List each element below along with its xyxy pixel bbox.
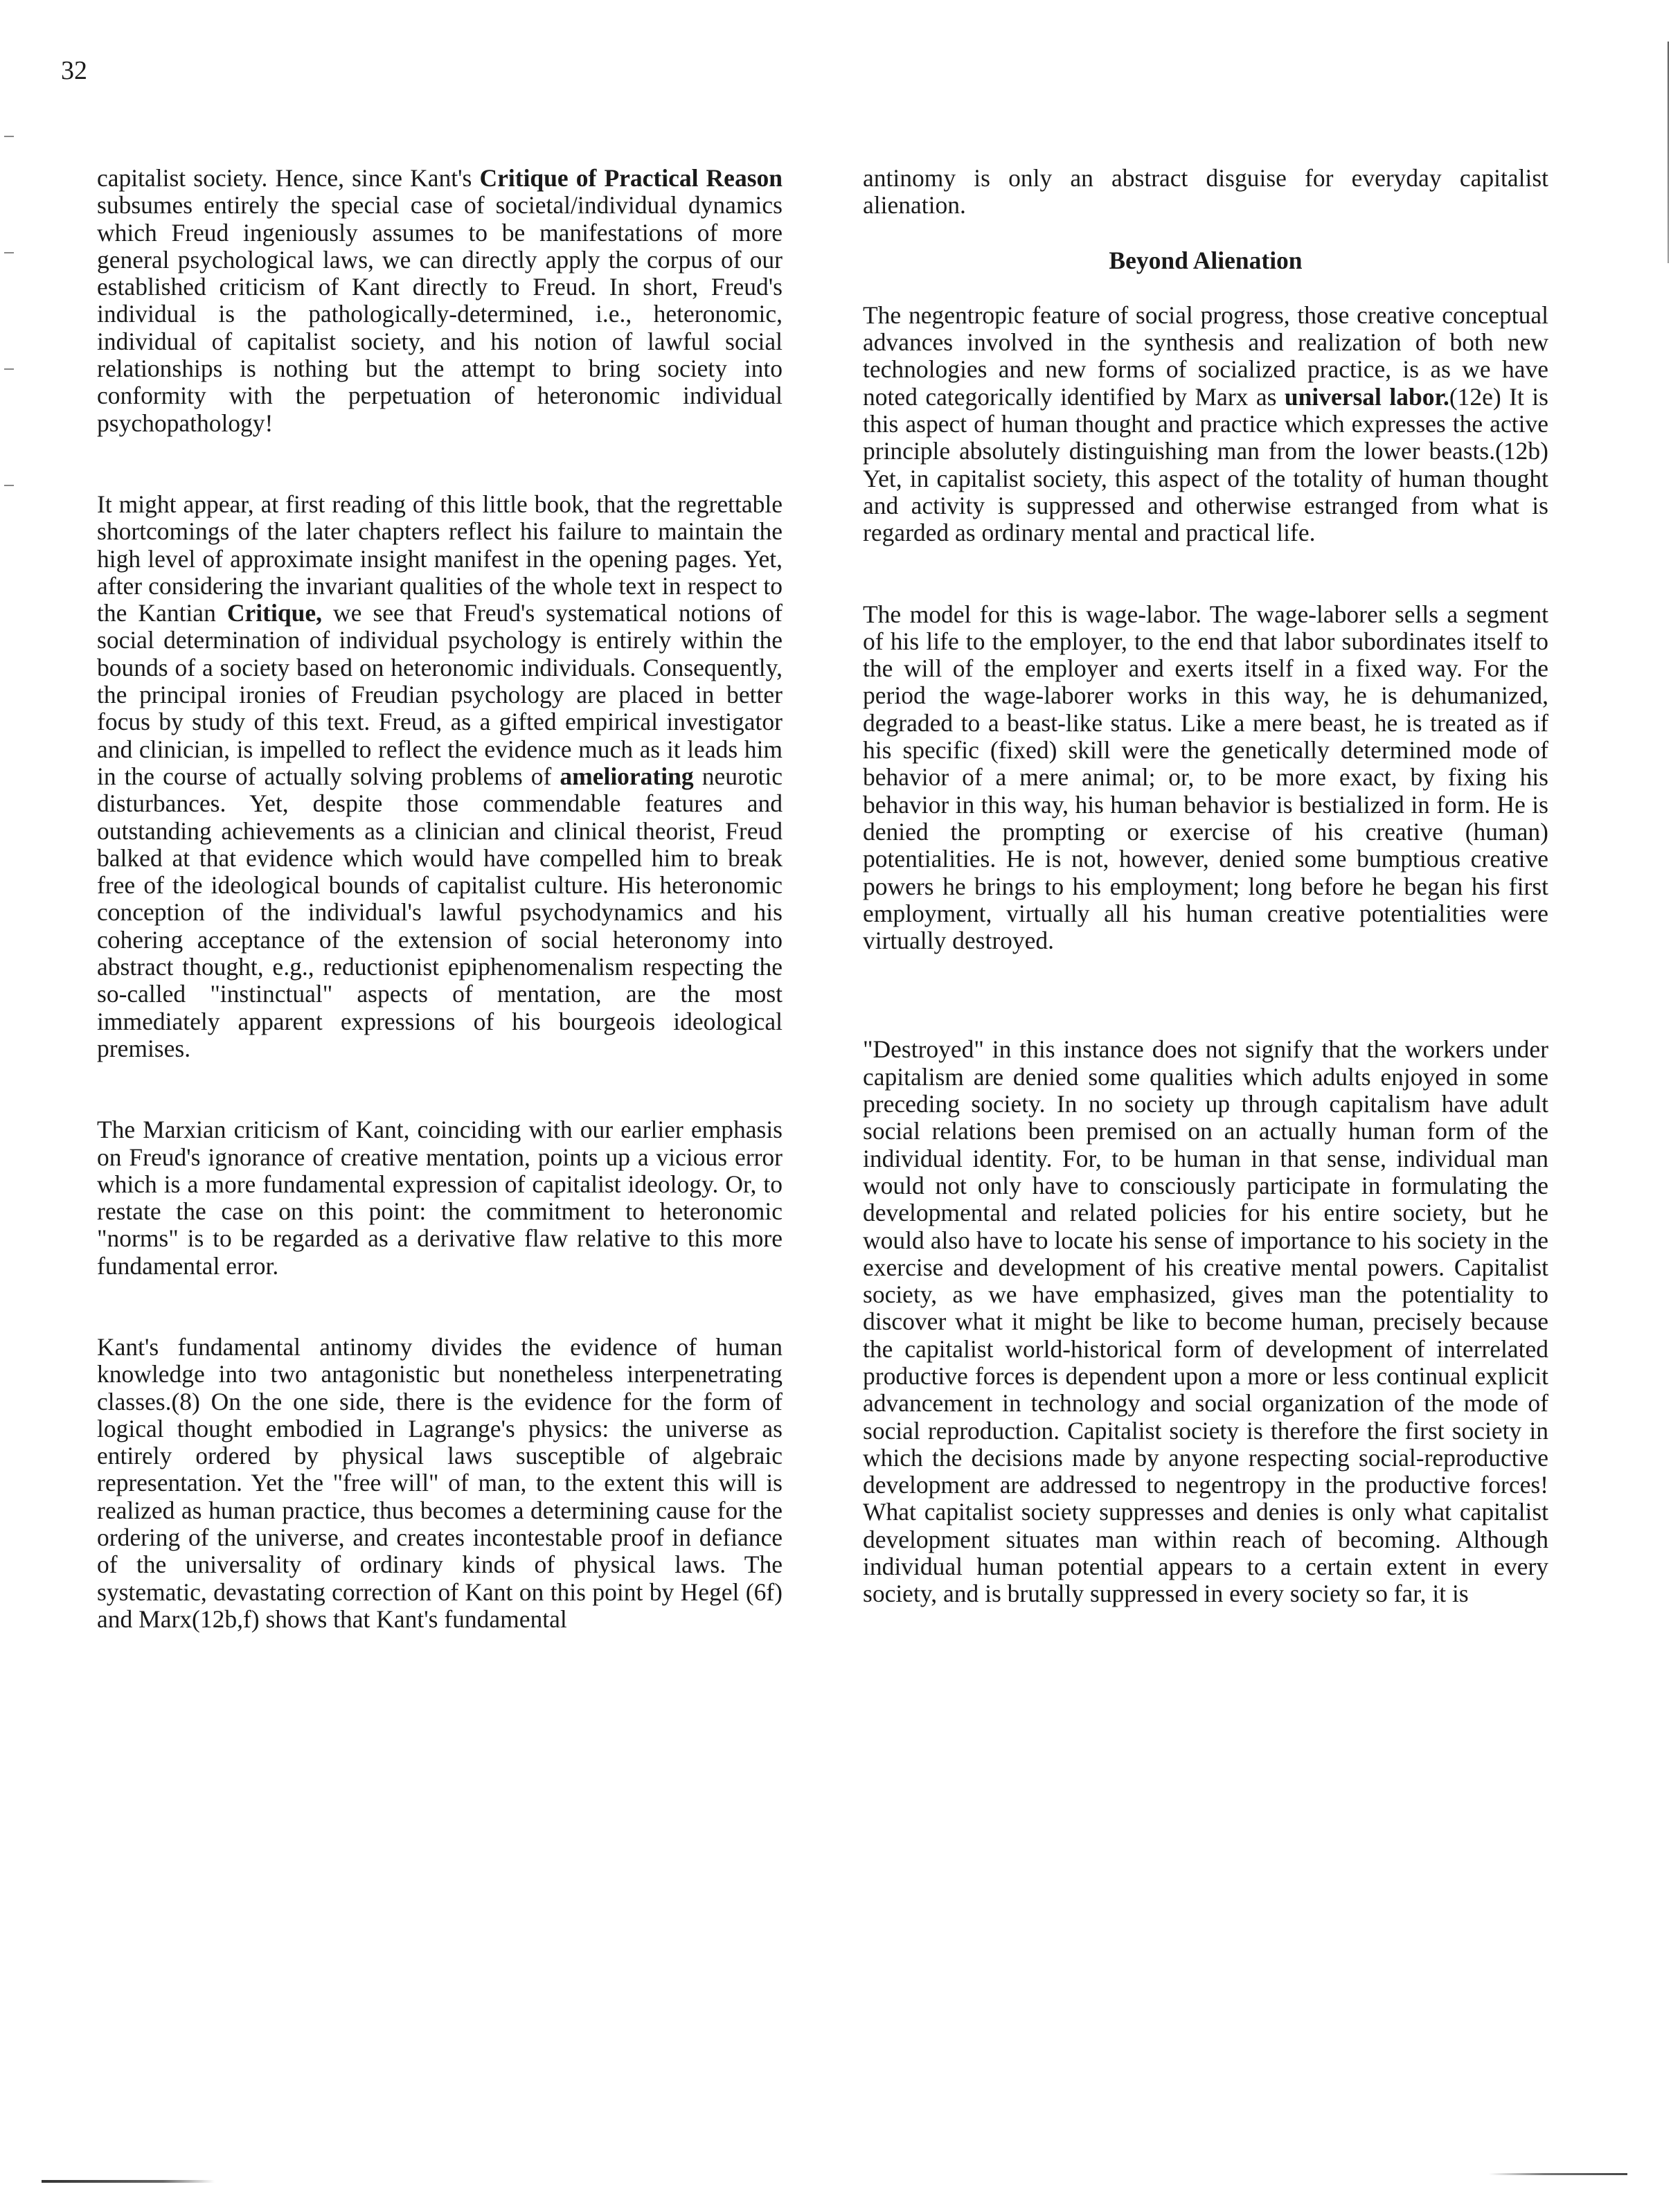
bottom-rule bbox=[42, 2180, 215, 2183]
page-number: 32 bbox=[61, 56, 87, 85]
paragraph bbox=[863, 1036, 1548, 1607]
paragraph bbox=[863, 302, 1548, 547]
text-run: neurotic disturbances. Yet, despite those commendable features and outstanding achievements as a clinician and clinical theorist, Freud balked at that evidence which would have compelled him to break free of the ideological bounds of capitalist culture. His heteronomic conception of the individual's lawful psychodynamics and his cohering acceptance of the extension of social heteronomy into abstract thought, e.g., reductionist epiphenomenalism respecting the so-called "instinctual" aspects of mentation, are the most immediately apparent expressions of his bourgeois ideological premises. bbox=[97, 762, 783, 1062]
margin-tick bbox=[4, 485, 14, 486]
text-run: capitalist society. Hence, since Kant's bbox=[97, 164, 480, 192]
text-run: antinomy is only an abstract disguise for everyday capitalist alienation. bbox=[863, 164, 1548, 220]
paragraph bbox=[863, 601, 1548, 955]
bottom-rule bbox=[1489, 2173, 1627, 2175]
margin-rule bbox=[1668, 42, 1669, 263]
text-run: The negentropic feature of social progress, those creative conceptual advances involved in the synthesis and realization of both new technologies and new forms of socialized practice, is as we have noted categorically identified by Marx as bbox=[863, 301, 1548, 411]
text-run: subsumes entirely the special case of societal/individual dynamics which Freud ingeniously assumes to be manifestations of more general psychological laws, we can directly apply the corpus of our established criticism of Kant directly to Freud. In short, Freud's individual is the pathologically-determined, i.e., heteronomic, individual of capitalist society, and his notion of lawful social relationships is nothing but the attempt to bring society into conformity with the perpetuation of heteronomic individual psychopathology! bbox=[97, 191, 783, 437]
text-run: Kant's fundamental antinomy divides the evidence of human knowledge into two antagonistic but nonetheless interpenetrating classes.(8) On the one side, there is the evidence for the form of logical thought embodied in Lagrange's physics: the universe as entirely ordered by physical laws susceptible of algebraic representation. Yet the "free will" of man, to the extent this will is realized as human practice, thus becomes a determining cause for the ordering of the universe, and creates incontestable proof in defiance of the universality of ordinary kinds of physical laws. The systematic, devastating correction of Kant on this point by Hegel (6f) and Marx(12b,f) shows that Kant's fundamental bbox=[97, 1332, 783, 1633]
text-run: "Destroyed" in this instance does not signify that the workers under capitalism are denied some qualities which adults enjoyed in some preceding society. In no society up through capitalism have adult social relations been premised on an actually human form of the individual identity. For, to be human in that sense, individual man would not only have to consciously participate in formulating the developmental and related policies for his entire society, but he would also have to locate his sense of importance to his society in the exercise and development of his creative mental powers. Capitalist society, as we have emphasized, gives man the potentiality to discover what it might be like to become human, precisely because the capitalist world-historical form of development of interrelated productive forces is dependent upon a more or less continual explicit advancement in technology and social organization of the mode of social reproduction. Capitalist society is therefore the first society in which the decisions made by anyone respecting social-reproductive development are addressed to negentropy in the productive forces! What capitalist society suppresses and denies is only what capitalist development situates man within reach of becoming. Although individual human potential appears to a certain extent in every society, and is brutally suppressed in every society so far, it is bbox=[863, 1035, 1548, 1608]
bold-text: Critique of Practical Reason bbox=[479, 164, 783, 192]
text-run: we see that Freud's systematical notions of social determination of individual psychology is entirely within the bounds of a society based on heteronomic individuals. Consequently, the principal ironies of Freudian psychology are placed in better focus by study of this text. Freud, as a gifted empirical investigator and clinician, is impelled to reflect the evidence much as it leads him in the course of actually solving problems of bbox=[97, 599, 783, 790]
paragraph bbox=[97, 491, 783, 1062]
right-column bbox=[863, 165, 1548, 1636]
margin-tick bbox=[4, 136, 14, 137]
bold-text: Critique, bbox=[226, 599, 322, 627]
text-run: The model for this is wage-labor. The wage-laborer sells a segment of his life to the employer, to the end that labor subordinates itself to the will of the employer and exerts itself in a fixed way. For the period the wage-laborer works in this way, he is dehumanized, degraded to a beast-like status. Like a mere beast, he is treated as if his specific (fixed) skill were the genetically determined mode of behavior of a mere animal; or, to be more exact, by fixing his behavior in this way, his human behavior is bestialized in form. He is denied the prompting or exercise of his creative (human) potentialities. He is not, however, denied some bumptious creative powers he brings to his employment; long before he began his first employment, virtually all his human creative potentialities were virtually destroyed. bbox=[863, 600, 1548, 955]
bold-text: universal labor. bbox=[1284, 382, 1449, 411]
margin-tick bbox=[4, 368, 14, 370]
text-run: (12e) It is this aspect of human thought and practice which expresses the active principle absolutely distinguishing man from the lower beasts.(12b) Yet, in capitalist society, this aspect of the totality of human thought and activity is suppressed and otherwise estranged from what is regarded as ordinary mental and practical life. bbox=[863, 382, 1548, 547]
paragraph bbox=[97, 165, 783, 437]
text-run: It might appear, at first reading of this little book, that the regrettable shortcomings of the later chapters reflect his failure to maintain the high level of approximate insight manifest in the opening pages. Yet, after considering the invariant qualities of the whole text in respect to the Kantian bbox=[97, 490, 783, 627]
margin-tick bbox=[4, 252, 14, 253]
paragraph bbox=[97, 1116, 783, 1280]
left-column bbox=[97, 165, 783, 1661]
bold-text: ameliorating bbox=[560, 762, 694, 790]
section-heading: Beyond Alienation bbox=[1109, 246, 1303, 274]
paragraph bbox=[97, 1334, 783, 1633]
paragraph bbox=[863, 165, 1548, 220]
text-run: The Marxian criticism of Kant, coinciding with our earlier emphasis on Freud's ignorance of creative mentation, points up a vicious error which is a more fundamental expression of capitalist ideology. Or, to restate the case on this point: the commitment to heteronomic "norms" is to be regarded as a derivative flaw relative to this more fundamental error. bbox=[97, 1116, 783, 1280]
